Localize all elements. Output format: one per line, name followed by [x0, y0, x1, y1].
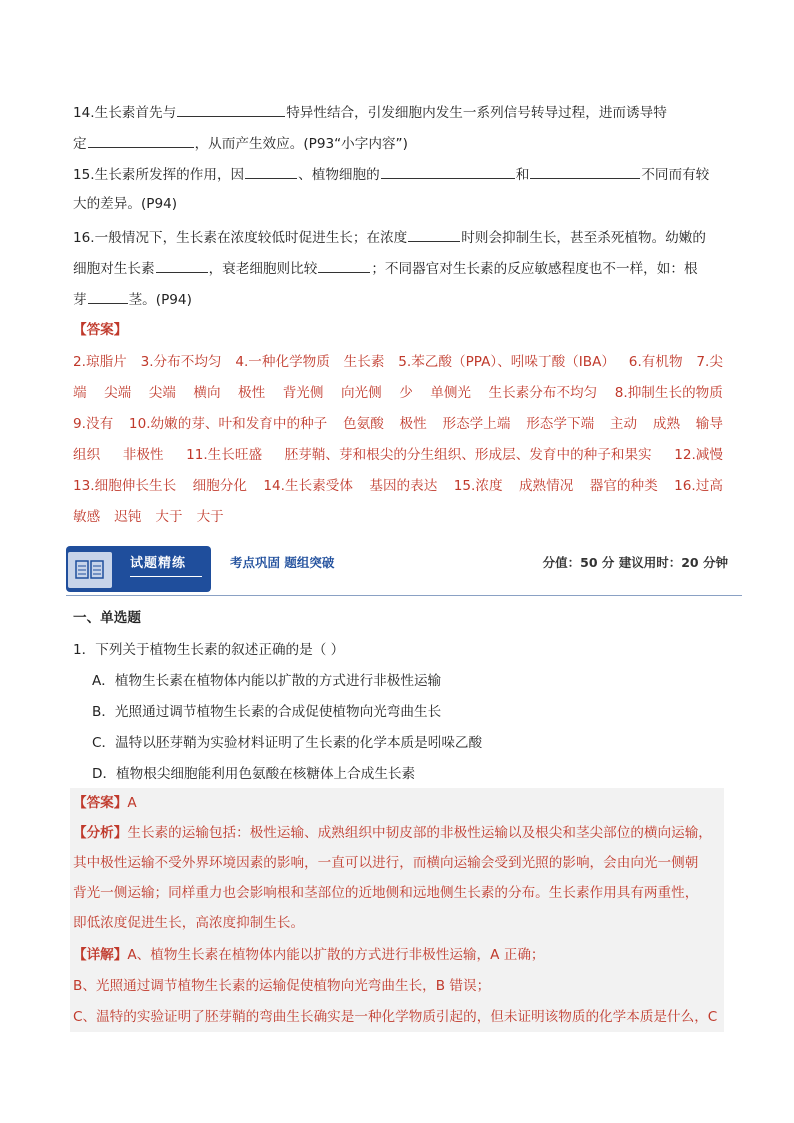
question1-answer-value: A	[127, 795, 137, 811]
answer-label: 【答案】	[73, 322, 128, 338]
answer-item: 15.浓度	[453, 478, 503, 494]
answer-item: 极性	[238, 385, 266, 401]
answer-item: 成熟情况	[518, 478, 574, 494]
q16-text-c: 细胞对生长素	[73, 261, 155, 277]
answer-item: 14.生长素受体	[263, 478, 353, 494]
q16-text-a: 16.一般情况下，生长素在浓度较低时促进生长；在浓度	[73, 230, 408, 246]
q16-line2	[73, 258, 698, 279]
answer-item: 基因的表达	[369, 478, 438, 494]
answer-item: 大于	[155, 509, 183, 525]
answer-item: 色氨酸	[343, 416, 384, 432]
q16-blank-3[interactable]	[318, 258, 370, 273]
detail-text-1: A、植物生长素在植物体内能以扩散的方式进行非极性运输，A 正确；	[127, 947, 545, 963]
answer-item: 背光侧	[282, 385, 324, 401]
answer-item: 非极性	[122, 447, 164, 463]
answer-item: 9.没有	[73, 416, 114, 432]
answer-item: 大于	[196, 509, 224, 525]
q14-text-d: ，从而产生效应。(P93“小字内容”)	[194, 136, 408, 152]
question1-option-a[interactable]: A．植物生长素在植物体内能以扩散的方式进行非极性运输	[92, 673, 442, 689]
answer-item: 12.减慢	[674, 447, 723, 463]
answer-item: 单侧光	[430, 385, 472, 401]
q16-text-b: 时则会抑制生长，甚至杀死植物。幼嫩的	[461, 230, 706, 246]
answer-item: 2.琼脂片	[73, 354, 127, 370]
banner-divider	[66, 595, 742, 596]
q14-blank-1[interactable]	[177, 102, 285, 117]
answer-row	[73, 414, 723, 434]
answer-item: 迟钝	[114, 509, 142, 525]
q16-blank-4[interactable]	[88, 289, 128, 304]
answer-item: 6.有机物	[628, 354, 683, 370]
question1-answer	[73, 793, 137, 813]
q14-text-a: 14.生长素首先与	[73, 105, 177, 121]
answer-item: 生长素	[343, 354, 385, 370]
detail-line-1	[73, 945, 545, 965]
banner-tag	[66, 546, 211, 592]
answer-item: 形态学下端	[526, 416, 595, 432]
answer-item: 5.苯乙酸（PPA）、吲哚丁酸（IBA）	[398, 354, 615, 370]
question1-stem: 1．下列关于植物生长素的叙述正确的是（ ）	[73, 642, 345, 658]
answer-item: 3.分布不均匀	[140, 354, 222, 370]
answer-item: 生长素分布不均匀	[488, 385, 598, 401]
detail-line-2: B、光照通过调节植物生长素的运输促使植物向光弯曲生长，B 错误；	[73, 978, 491, 994]
answer-item: 端	[73, 385, 87, 401]
answer-item: 16.过高	[674, 478, 723, 494]
answer-item: 器官的种类	[589, 478, 658, 494]
question1-answer-label: 【答案】	[73, 795, 128, 811]
answer-row	[73, 445, 723, 465]
banner-score: 分值：50 分 建议用时：20 分钟	[542, 555, 728, 570]
q16-text-f: 芽	[73, 292, 87, 308]
question1-option-c[interactable]: C．温特以胚芽鞘为实验材料证明了生长素的化学本质是吲哚乙酸	[92, 735, 483, 751]
document-icon	[68, 552, 112, 588]
analysis-line-3: 背光一侧运输；同样重力也会影响根和茎部位的近地侧和远地侧生长素的分布。生长素作用具有两重性，	[73, 885, 699, 901]
q14-text-b: 特异性结合，引发细胞内发生一系列信号转导过程，进而诱导特	[286, 105, 667, 121]
answer-item: 输导	[695, 416, 723, 432]
answer-row	[73, 383, 723, 403]
q15-text-d: 不同而有较	[641, 167, 710, 183]
answer-item: 13.细胞伸长生长	[73, 478, 177, 494]
banner-subtitle: 考点巩固 题组突破	[230, 555, 335, 570]
q16-blank-1[interactable]	[408, 227, 460, 242]
answer-item: 8.抑制生长的物质	[614, 385, 723, 401]
q16-text-g: 茎。(P94)	[128, 292, 192, 308]
analysis-line-1	[73, 823, 712, 843]
answer-item: 尖端	[104, 385, 132, 401]
answer-item: 少	[399, 385, 413, 401]
q14-line1	[73, 102, 667, 123]
detail-line-3: C、温特的实验证明了胚芽鞘的弯曲生长确实是一种化学物质引起的，但未证明该物质的化学本质是什么，C	[73, 1009, 718, 1025]
section-title: 一、单选题	[73, 610, 141, 626]
section-banner	[66, 546, 728, 592]
answer-item: 7.尖	[696, 354, 723, 370]
answer-item: 主动	[609, 416, 638, 432]
banner-tag-text: 试题精练	[130, 556, 187, 571]
q14-line2	[73, 133, 408, 154]
answer-item: 组织	[73, 447, 101, 463]
analysis-text-1: 生长素的运输包括：极性运输、成熟组织中韧皮部的非极性运输以及根尖和茎尖部位的横向运输，	[127, 825, 712, 841]
q15-text-b: 、植物细胞的	[298, 167, 380, 183]
q15-line2	[73, 194, 177, 214]
q14-blank-2[interactable]	[88, 133, 194, 148]
q15-text-c: 和	[515, 167, 530, 183]
q15-blank-3[interactable]	[530, 164, 640, 179]
q16-blank-2[interactable]	[156, 258, 208, 273]
q14-text-c: 定	[73, 136, 87, 152]
answer-item: 形态学上端	[442, 416, 511, 432]
answer-item: 向光侧	[340, 385, 382, 401]
q15-text-a: 15.生长素所发挥的作用，因	[73, 167, 245, 183]
q16-text-e: ；不同器官对生长素的反应敏感程度也不一样，如：根	[371, 261, 698, 277]
answer-item: 横向	[193, 385, 221, 401]
q15-blank-1[interactable]	[245, 164, 297, 179]
answer-row	[73, 476, 723, 496]
q15-text-e: 大的差异。(P94)	[73, 196, 178, 212]
answer-item: 成熟	[652, 416, 681, 432]
answer-row	[73, 507, 723, 527]
q15-line1	[73, 164, 709, 185]
q15-blank-2[interactable]	[381, 164, 515, 179]
answer-item: 胚芽鞘、芽和根尖的分生组织、形成层、发育中的种子和果实	[284, 447, 652, 463]
q16-line1	[73, 227, 706, 248]
answer-item: 极性	[399, 416, 427, 432]
answer-item: 10.幼嫩的芽、叶和发育中的种子	[128, 416, 328, 432]
q16-text-d: ，衰老细胞则比较	[208, 261, 318, 277]
question1-option-d[interactable]: D．植物根尖细胞能利用色氨酸在核糖体上合成生长素	[92, 766, 416, 782]
analysis-line-2: 其中极性运输不受外界环境因素的影响，一直可以进行，而横向运输会受到光照的影响，会由向光一侧朝	[73, 855, 699, 871]
detail-label: 【详解】	[73, 947, 128, 963]
analysis-line-4: 即低浓度促进生长，高浓度抑制生长。	[73, 915, 305, 931]
answer-item: 敏感	[73, 509, 101, 525]
q16-line3	[73, 289, 192, 310]
answer-row	[73, 352, 723, 372]
answer-item: 11.生长旺盛	[186, 447, 263, 463]
analysis-label: 【分析】	[73, 825, 128, 841]
question1-option-b[interactable]: B．光照通过调节植物生长素的合成促使植物向光弯曲生长	[92, 704, 442, 720]
answer-item: 细胞分化	[192, 478, 247, 494]
answer-item: 4.一种化学物质	[235, 354, 330, 370]
answer-item: 尖端	[148, 385, 176, 401]
banner-tag-underline	[130, 576, 202, 577]
